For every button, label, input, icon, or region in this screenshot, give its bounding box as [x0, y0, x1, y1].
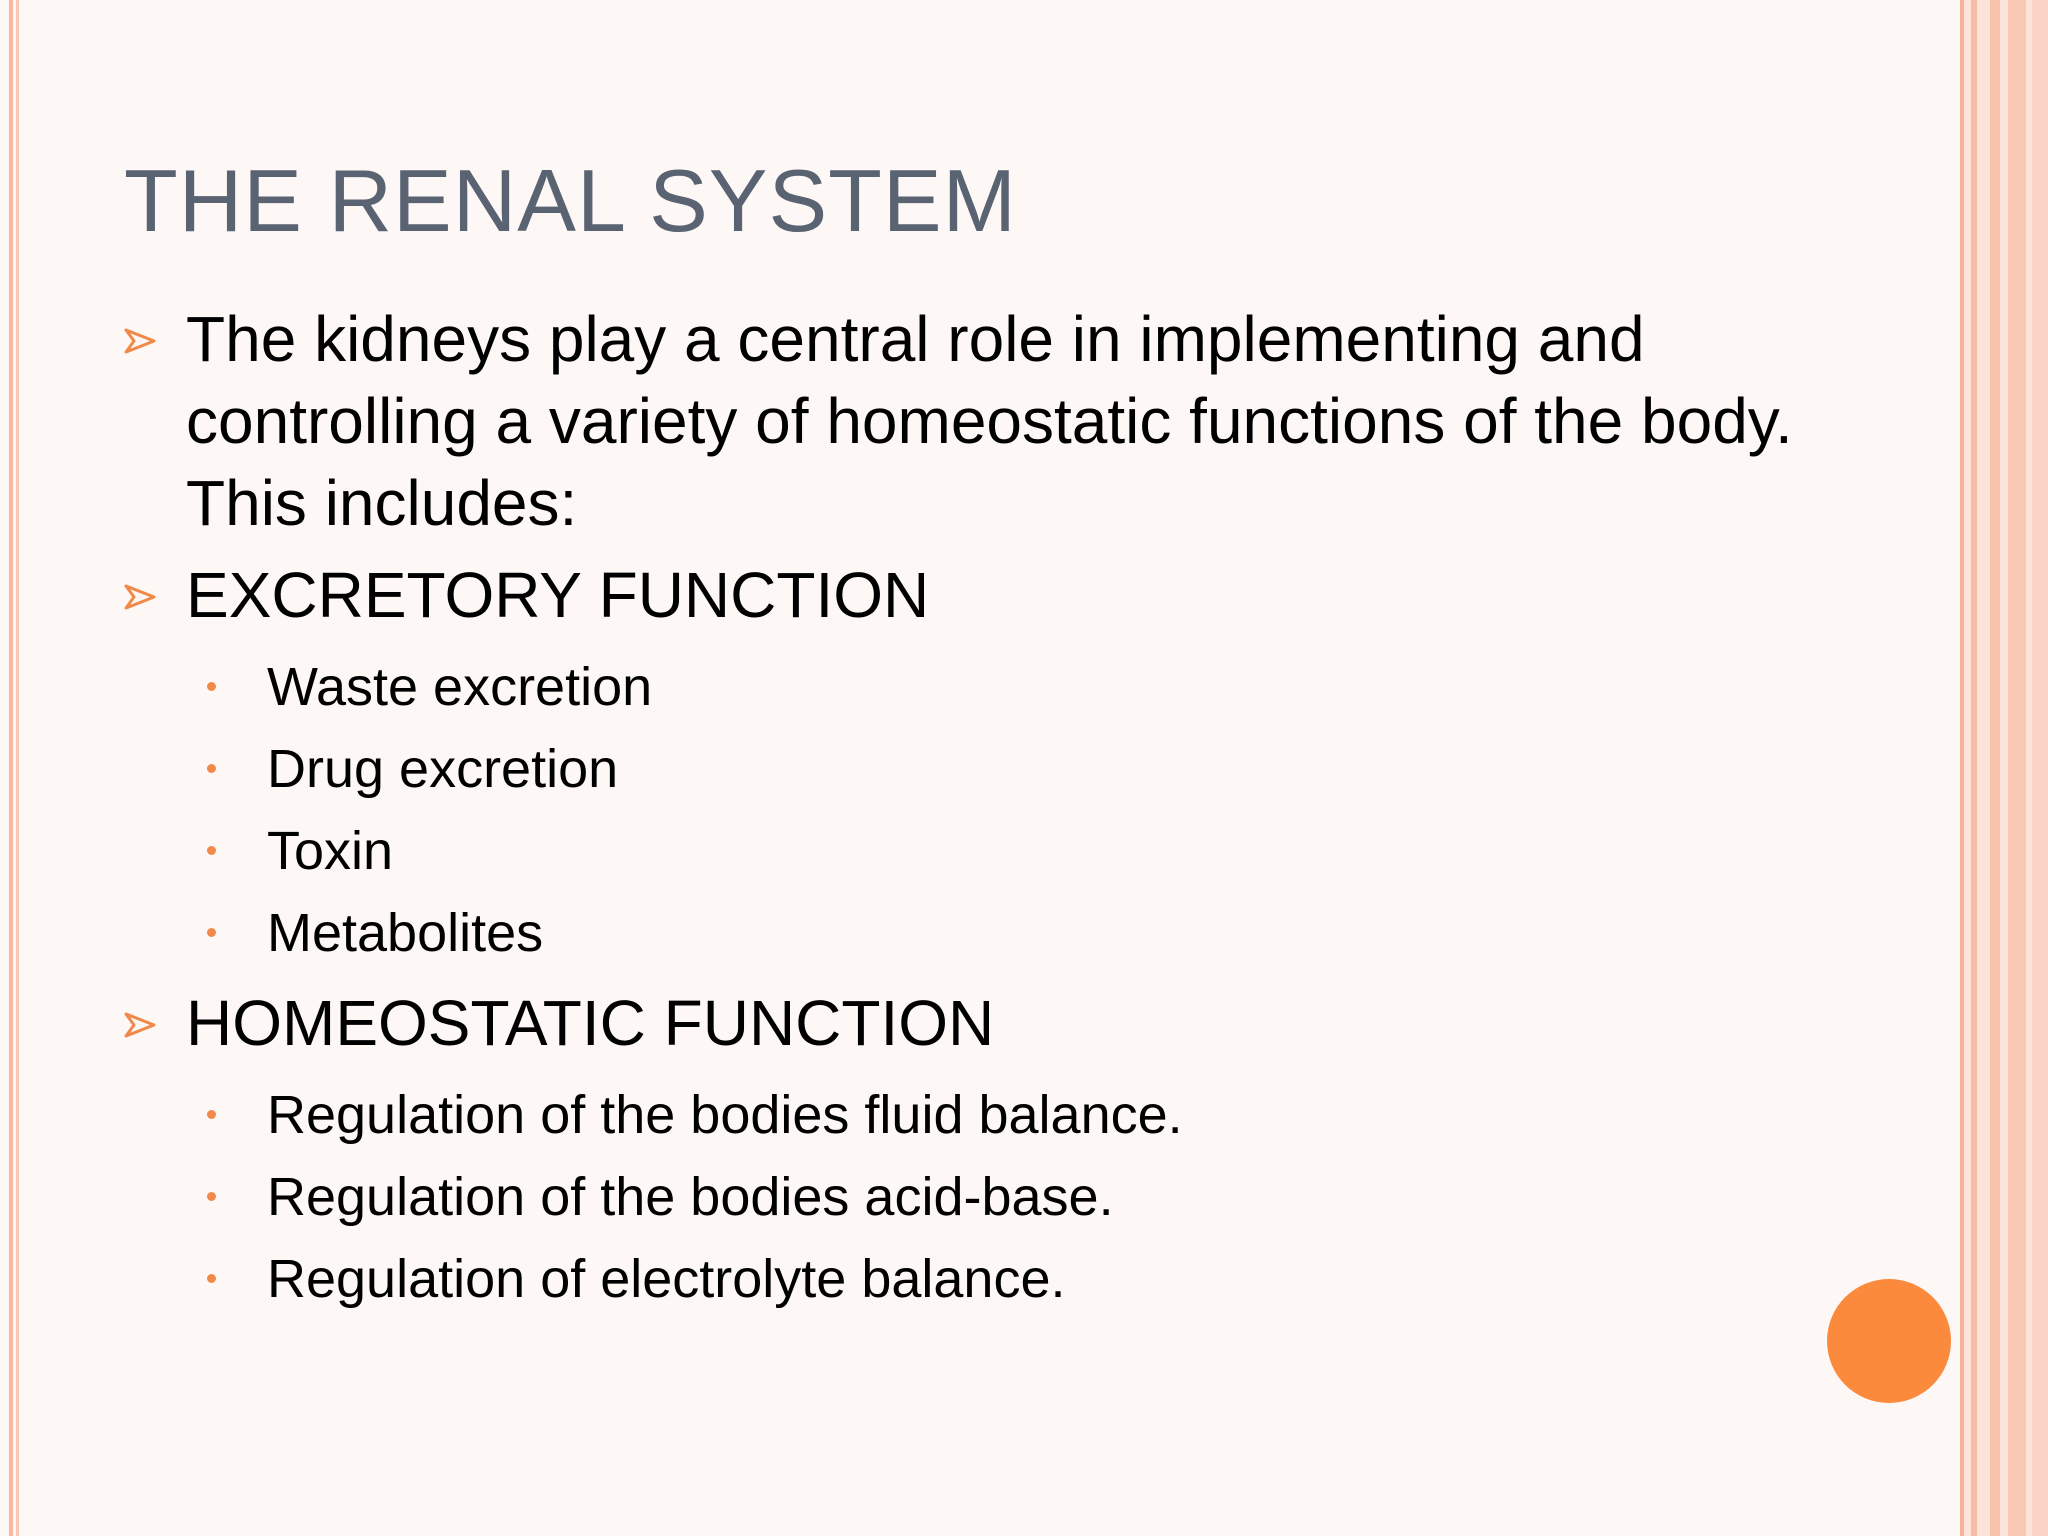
sub-bullet-item	[124, 728, 1924, 810]
arrow-bullet-icon	[124, 1008, 158, 1042]
dot-bullet-icon	[207, 1110, 216, 1119]
right-border-stripe	[1990, 0, 2000, 1536]
bullet-item	[124, 982, 1924, 1064]
dot-bullet-icon	[207, 1274, 216, 1283]
bullet-list	[124, 298, 1924, 1320]
dot-bullet-icon	[207, 682, 216, 691]
bullet-text: The kidneys play a central role in implementing and controlling a variety of homeostatic functions of the body. This includes:	[186, 303, 1793, 539]
right-border-line	[1971, 0, 1977, 1536]
sub-bullet-item	[124, 1074, 1924, 1156]
sub-bullet-item	[124, 892, 1924, 974]
right-border-stripe	[2008, 0, 2026, 1536]
sub-bullet-text: Regulation of electrolyte balance.	[267, 1249, 1066, 1309]
sub-bullet-text: Toxin	[267, 821, 394, 881]
sub-bullet-text: Drug excretion	[267, 739, 619, 799]
decorative-orange-circle	[1827, 1279, 1951, 1403]
arrow-bullet-icon	[124, 580, 158, 614]
sub-bullet-item	[124, 646, 1924, 728]
sub-bullet-text: Regulation of the bodies acid-base.	[267, 1167, 1114, 1227]
sub-bullet-item	[124, 1156, 1924, 1238]
sub-bullet-text: Metabolites	[267, 903, 544, 963]
dot-bullet-icon	[207, 846, 216, 855]
sub-bullet-item	[124, 810, 1924, 892]
bullet-text: HOMEOSTATIC FUNCTION	[186, 987, 995, 1059]
dot-bullet-icon	[207, 928, 216, 937]
dot-bullet-icon	[207, 1192, 216, 1201]
right-border-line	[1960, 0, 1964, 1536]
sub-bullet-text: Waste excretion	[267, 657, 653, 717]
left-border-line	[9, 0, 13, 1536]
arrow-bullet-icon	[124, 324, 158, 358]
dot-bullet-icon	[207, 764, 216, 773]
sub-bullet-text: Regulation of the bodies fluid balance.	[267, 1085, 1183, 1145]
bullet-item	[124, 298, 1924, 544]
sub-bullet-item	[124, 1238, 1924, 1320]
right-border-stripe	[2032, 0, 2048, 1536]
bullet-text: EXCRETORY FUNCTION	[186, 559, 930, 631]
slide-title: THE RENAL SYSTEM	[124, 151, 1017, 250]
left-border-line	[16, 0, 19, 1536]
bullet-item	[124, 554, 1924, 636]
